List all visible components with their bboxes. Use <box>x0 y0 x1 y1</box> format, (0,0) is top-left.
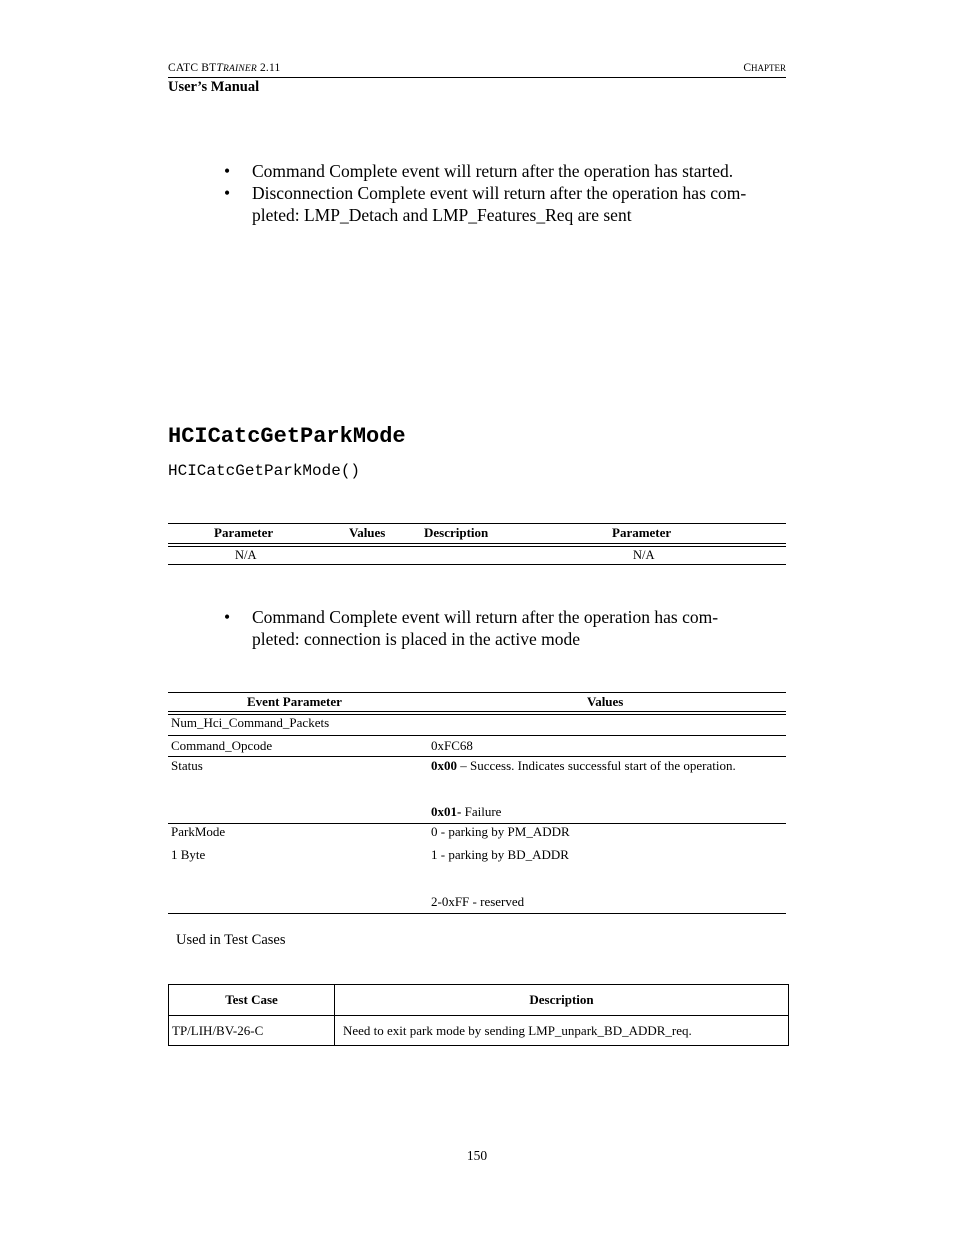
header-product <box>168 62 280 74</box>
function-signature: HCICatcGetParkMode() <box>168 462 361 480</box>
col-header-test-case: Test Case <box>169 985 335 1016</box>
page-number: 150 <box>466 1148 488 1163</box>
cell-value: 1 - parking by BD_ADDR <box>431 847 569 862</box>
event-table <box>168 692 786 914</box>
test-case-table <box>168 984 789 1046</box>
parameter-table <box>168 523 786 565</box>
bullet-mark: • <box>224 161 231 181</box>
table-row <box>168 757 786 824</box>
cell-value: 2-0xFF - reserved <box>431 894 525 909</box>
used-in-test-cases-label: Used in Test Cases <box>176 932 286 948</box>
status-desc-success: – Success. Indicates successful start of the operation. <box>457 758 736 773</box>
cell-parameter: N/A <box>235 548 257 562</box>
bullet-text-cont: pleted: connection is placed in the active mode <box>252 629 581 649</box>
list-item <box>224 160 784 182</box>
chapter-initial: C <box>743 62 751 74</box>
cell-value <box>431 804 501 820</box>
bullet-text: Disconnection Complete event will return after the operation has com- <box>252 183 747 203</box>
table-header-row <box>168 693 786 710</box>
table-header-row <box>169 985 789 1016</box>
table-rule <box>168 564 786 565</box>
col-header-parameter-2: Parameter <box>612 525 672 540</box>
table-row <box>168 547 786 564</box>
bullet-text: Command Complete event will return after the operation has started. <box>252 161 734 181</box>
cell-parameter-2: N/A <box>633 548 655 562</box>
status-code-failure: 0x01- <box>431 804 462 819</box>
table-header-row <box>168 524 786 542</box>
list-item <box>224 606 784 650</box>
col-header-event-parameter: Event Parameter <box>247 694 342 709</box>
table-row <box>168 824 786 914</box>
product-prefix: CATC BT <box>168 62 217 74</box>
cell-description: Need to exit park mode by sending LMP_unpark_BD_ADDR_req. <box>335 1016 789 1046</box>
product-version: 2.11 <box>259 62 281 74</box>
cell-value: 0 - parking by PM_ADDR <box>431 824 570 839</box>
product-T: T <box>216 62 223 74</box>
cell-param: Num_Hci_Command_Packets <box>171 715 330 730</box>
bullet-text: Command Complete event will return after the operation has com- <box>252 607 719 627</box>
table-row <box>168 715 786 736</box>
col-header-description: Description <box>424 525 489 540</box>
col-header-values: Values <box>587 694 624 709</box>
cell-value: 0xFC68 <box>431 738 473 753</box>
table-row <box>169 1016 789 1046</box>
cell-param: Status <box>171 758 203 773</box>
section-title: HCICatcGetParkMode <box>168 424 406 449</box>
product-smallcaps: RAINER <box>222 64 257 74</box>
col-header-parameter: Parameter <box>214 525 274 540</box>
bullet-mark: • <box>224 607 231 627</box>
status-desc-failure: Failure <box>461 804 502 819</box>
chapter-rest: HAPTER <box>750 63 786 73</box>
bullet-mark: • <box>224 183 231 203</box>
cell-value <box>431 758 736 774</box>
table-row <box>168 736 786 757</box>
cell-param-size: 1 Byte <box>171 847 206 862</box>
header-rule <box>168 77 786 78</box>
status-code-success: 0x00 <box>431 758 457 773</box>
cell-test-case: TP/LIH/BV-26-C <box>169 1016 335 1046</box>
cell-param: Command_Opcode <box>171 738 273 753</box>
list-item <box>224 182 784 226</box>
col-header-values: Values <box>349 525 386 540</box>
bullet-text-cont: pleted: LMP_Detach and LMP_Features_Req are sent <box>252 205 632 225</box>
cell-param: ParkMode <box>171 824 226 839</box>
header-chapter <box>743 62 786 74</box>
header-manual: User’s Manual <box>168 79 260 95</box>
col-header-description: Description <box>335 985 789 1016</box>
mid-bullet-list <box>224 606 784 650</box>
top-bullet-list <box>224 160 784 226</box>
